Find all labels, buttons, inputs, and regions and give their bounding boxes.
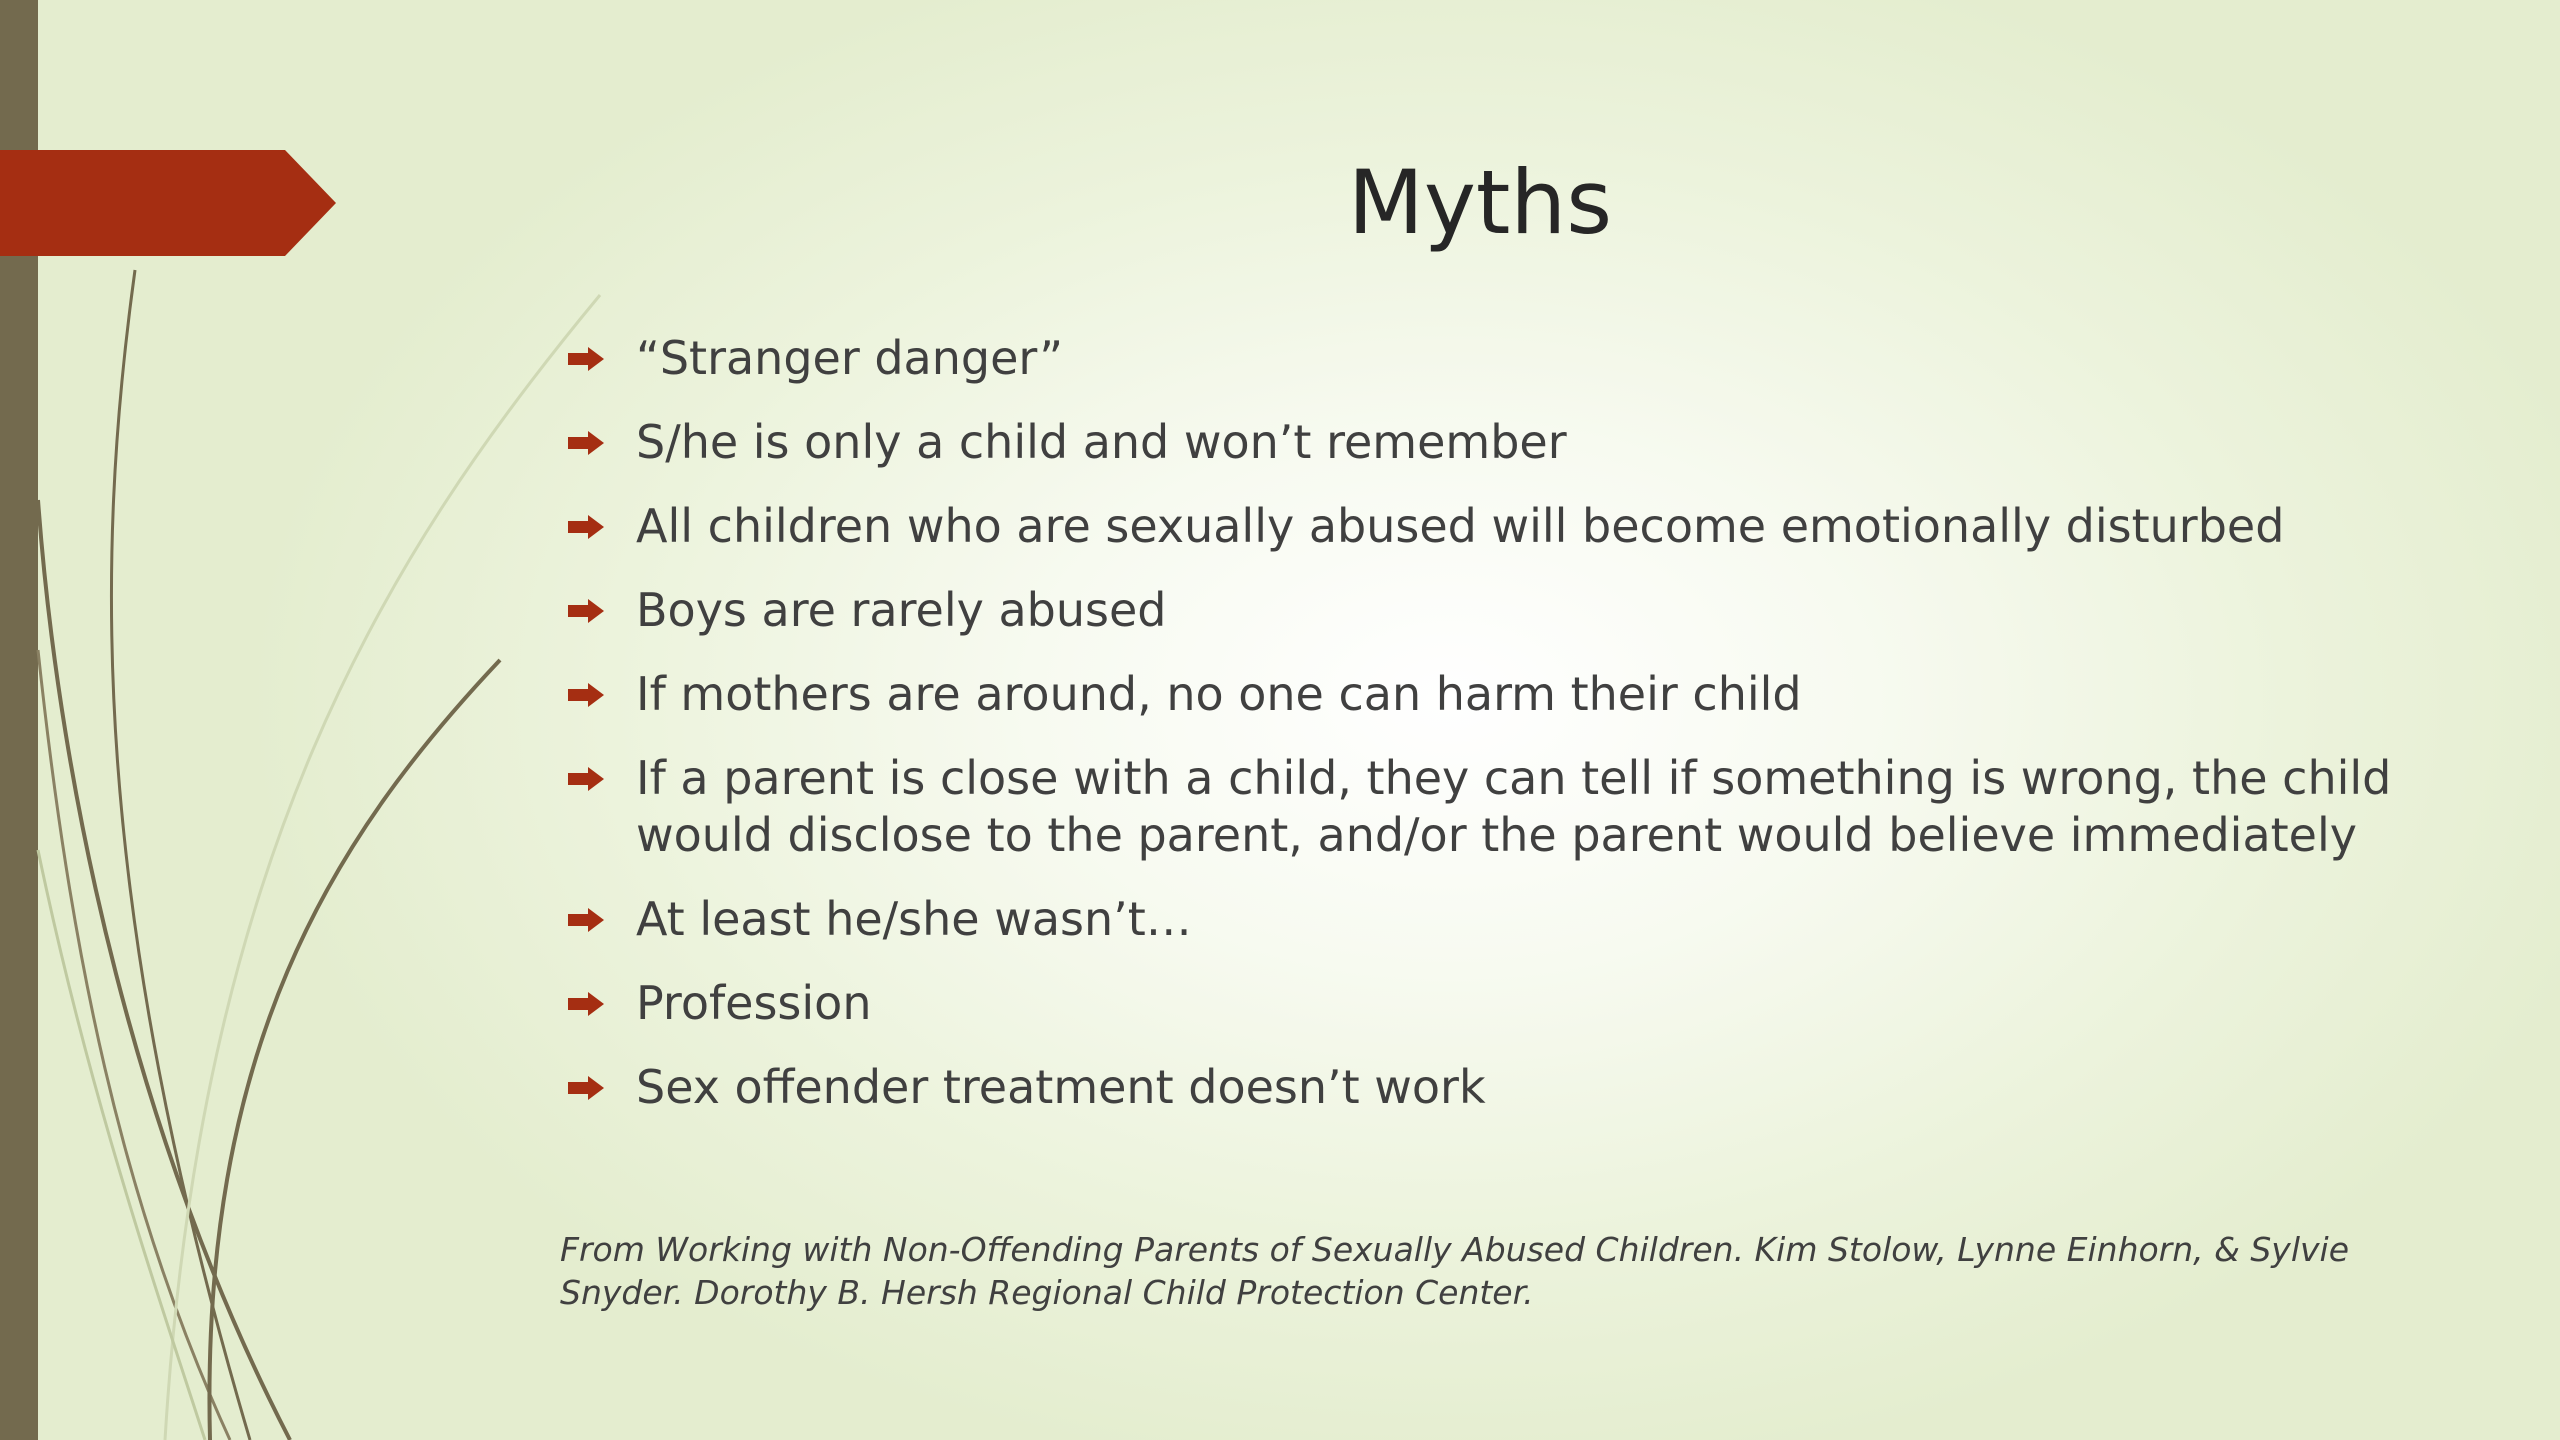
bullet-item bbox=[560, 666, 2510, 723]
myths-bullet-list bbox=[560, 330, 2510, 1143]
bullet-item bbox=[560, 582, 2510, 639]
bullet-text: Boys are rarely abused bbox=[636, 583, 1167, 637]
bullet-text: At least he/she wasn’t… bbox=[636, 892, 1192, 946]
arrow-bullet-icon bbox=[568, 1076, 604, 1100]
arrow-bullet-icon bbox=[568, 599, 604, 623]
bullet-item bbox=[560, 498, 2510, 555]
bullet-text: S/he is only a child and won’t remember bbox=[636, 415, 1567, 469]
arrow-bullet-icon bbox=[568, 767, 604, 791]
bullet-text: If mothers are around, no one can harm their child bbox=[636, 667, 1802, 721]
bullet-item bbox=[560, 414, 2510, 471]
bullet-item bbox=[560, 975, 2510, 1032]
bullet-item bbox=[560, 330, 2510, 387]
bullet-text: Profession bbox=[636, 976, 872, 1030]
bullet-text: “Stranger danger” bbox=[636, 331, 1064, 385]
bullet-text: All children who are sexually abused will become emotionally disturbed bbox=[636, 499, 2285, 553]
title-arrow-shape bbox=[0, 150, 336, 256]
arrow-bullet-icon bbox=[568, 347, 604, 371]
arrow-bullet-icon bbox=[568, 908, 604, 932]
arrow-bullet-icon bbox=[568, 431, 604, 455]
bullet-item bbox=[560, 891, 2510, 948]
arrow-bullet-icon bbox=[568, 515, 604, 539]
bullet-item bbox=[560, 750, 2510, 864]
source-citation: From Working with Non-Offending Parents of Sexually Abused Children. Kim Stolow, Lynne Einhorn, & Sylvie Snyder. Dorothy B. Hersh Regional Child Protection Center. bbox=[560, 1230, 2350, 1312]
bullet-item bbox=[560, 1059, 2510, 1116]
slide-title: Myths bbox=[1347, 151, 1613, 254]
bullet-text: If a parent is close with a child, they can tell if something is wrong, the child would disclose to the parent, and/or the parent would believe immediately bbox=[636, 751, 2406, 862]
arrow-bullet-icon bbox=[568, 992, 604, 1016]
bullet-text: Sex offender treatment doesn’t work bbox=[636, 1060, 1486, 1114]
arrow-bullet-icon bbox=[568, 683, 604, 707]
